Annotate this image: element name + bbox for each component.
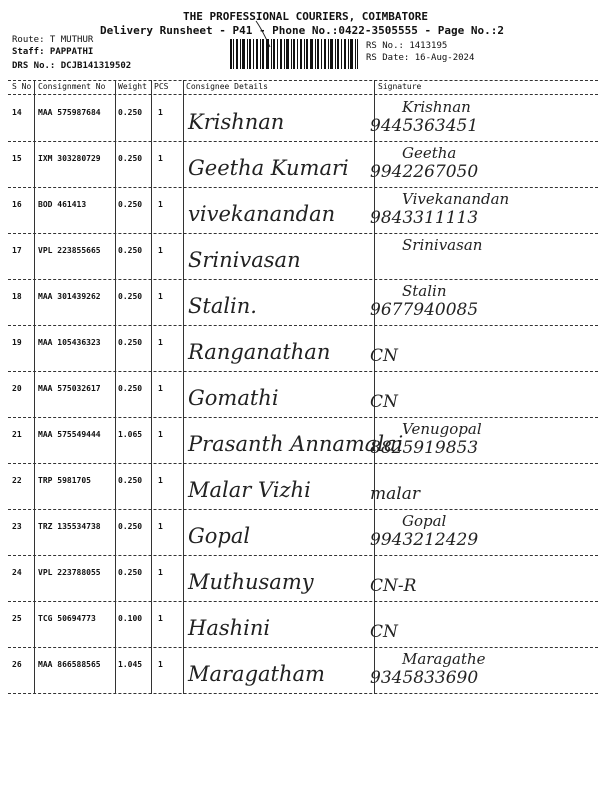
row-signature-phone: 9843311113 [370, 208, 479, 228]
row-signature-name: Geetha [402, 144, 457, 162]
row-consignment-no: BOD 461413 [38, 200, 87, 209]
table-row [0, 96, 600, 142]
row-weight: 0.250 [118, 108, 143, 117]
row-consignment-no: MAA 301439262 [38, 292, 101, 301]
row-signature-name: Srinivasan [402, 236, 483, 254]
row-signature-phone: CN [370, 346, 398, 366]
table-row [0, 556, 600, 602]
page-header [0, 0, 600, 80]
row-pcs: 1 [158, 292, 163, 301]
row-signature-phone: 9445363451 [370, 116, 479, 136]
row-sno: 22 [12, 476, 22, 485]
row-pcs: 1 [158, 522, 163, 531]
row-signature-name: Maragathe [402, 650, 486, 668]
company-name: THE PROFESSIONAL COURIERS, COIMBATORE [183, 10, 429, 23]
drs-number: DRS No.: DCJB141319502 [12, 61, 132, 71]
row-pcs: 1 [158, 246, 163, 255]
row-sno: 19 [12, 338, 22, 347]
row-consignment-no: TCG 50694773 [38, 614, 96, 623]
table-row [0, 510, 600, 556]
row-sno: 20 [12, 384, 22, 393]
row-consignment-no: MAA 575032617 [38, 384, 101, 393]
row-consignee-handwritten: Krishnan [188, 110, 285, 134]
row-consignee-handwritten: Maragatham [188, 662, 325, 686]
row-pcs: 1 [158, 568, 163, 577]
row-pcs: 1 [158, 430, 163, 439]
row-weight: 0.100 [118, 614, 143, 623]
row-consignee-handwritten: Geetha Kumari [188, 156, 349, 180]
row-pcs: 1 [158, 108, 163, 117]
row-signature-name: Venugopal [402, 420, 482, 438]
row-consignment-no: VPL 223855665 [38, 246, 101, 255]
row-signature-name: Gopal [402, 512, 447, 530]
col-header-consignee: Consignee Details [186, 82, 268, 91]
row-weight: 1.065 [118, 430, 143, 439]
row-sno: 23 [12, 522, 22, 531]
col-header-pcs: PCS [154, 82, 169, 91]
row-pcs: 1 [158, 614, 163, 623]
row-signature-phone: 9677940085 [370, 300, 479, 320]
row-sno: 21 [12, 430, 22, 439]
row-signature-phone: 9345833690 [370, 668, 479, 688]
header-rule [8, 94, 598, 95]
row-weight: 1.045 [118, 660, 143, 669]
row-sno: 14 [12, 108, 22, 117]
row-pcs: 1 [158, 338, 163, 347]
row-consignment-no: TRZ 135534738 [38, 522, 101, 531]
row-consignee-handwritten: Muthusamy [188, 570, 314, 594]
row-signature-phone: malar [370, 484, 420, 504]
staff-label: Staff: PAPPATHI [12, 47, 94, 57]
row-signature-name: Vivekanandan [402, 190, 510, 208]
row-consignee-handwritten: Prasanth Annamalai [188, 432, 404, 456]
row-sno: 18 [12, 292, 22, 301]
row-sno: 16 [12, 200, 22, 209]
row-consignment-no: IXM 303280729 [38, 154, 101, 163]
row-consignee-handwritten: Stalin. [188, 294, 257, 318]
rs-date: RS Date: 16-Aug-2024 [366, 53, 475, 63]
row-sno: 26 [12, 660, 22, 669]
row-consignment-no: MAA 575987684 [38, 108, 101, 117]
table-row [0, 372, 600, 418]
row-rule [8, 693, 598, 694]
table-row [0, 188, 600, 234]
col-header-signature: Signature [378, 82, 422, 91]
row-consignment-no: MAA 575549444 [38, 430, 101, 439]
table-row [0, 280, 600, 326]
row-signature-phone: 9943212429 [370, 530, 479, 550]
table-row [0, 464, 600, 510]
row-sno: 25 [12, 614, 22, 623]
col-header-sno: S No [12, 82, 32, 91]
row-pcs: 1 [158, 476, 163, 485]
row-weight: 0.250 [118, 338, 143, 347]
table-row [0, 234, 600, 280]
row-signature-phone: 9942267050 [370, 162, 479, 182]
barcode [230, 39, 358, 69]
table-row [0, 142, 600, 188]
row-signature-phone: CN [370, 622, 398, 642]
row-consignee-handwritten: Gomathi [188, 386, 279, 410]
row-pcs: 1 [158, 154, 163, 163]
table-row [0, 602, 600, 648]
row-sno: 15 [12, 154, 22, 163]
row-signature-name: Krishnan [402, 98, 471, 116]
row-consignment-no: MAA 105436323 [38, 338, 101, 347]
table-row [0, 648, 600, 694]
row-signature-phone: CN [370, 392, 398, 412]
row-weight: 0.250 [118, 154, 143, 163]
rs-number: RS No.: 1413195 [366, 41, 448, 51]
row-signature-phone: 8825919853 [370, 438, 479, 458]
row-sno: 24 [12, 568, 22, 577]
route-label: Route: T MUTHUR [12, 35, 94, 45]
row-consignment-no: VPL 223788055 [38, 568, 101, 577]
row-consignee-handwritten: Srinivasan [188, 248, 301, 272]
row-sno: 17 [12, 246, 22, 255]
row-pcs: 1 [158, 200, 163, 209]
row-consignee-handwritten: Gopal [188, 524, 251, 548]
row-weight: 0.250 [118, 292, 143, 301]
table-top-rule [8, 80, 598, 81]
table-row [0, 418, 600, 464]
table-row [0, 326, 600, 372]
row-signature-name: Stalin [402, 282, 447, 300]
row-signature-phone: CN-R [370, 576, 417, 596]
row-consignee-handwritten: Ranganathan [188, 340, 331, 364]
row-weight: 0.250 [118, 476, 143, 485]
row-weight: 0.250 [118, 384, 143, 393]
row-consignment-no: MAA 866588565 [38, 660, 101, 669]
row-consignee-handwritten: Malar Vizhi [188, 478, 311, 502]
row-consignee-handwritten: vivekanandan [188, 202, 336, 226]
row-weight: 0.250 [118, 200, 143, 209]
col-header-consignment: Consignment No [38, 82, 106, 91]
row-weight: 0.250 [118, 568, 143, 577]
row-weight: 0.250 [118, 246, 143, 255]
runsheet-title: Delivery Runsheet - P41 - Phone No.:0422-3505555 - Page No.:2 [100, 24, 504, 37]
row-consignment-no: TRP 5981705 [38, 476, 91, 485]
row-weight: 0.250 [118, 522, 143, 531]
col-header-weight: Weight [118, 82, 147, 91]
row-consignee-handwritten: Hashini [188, 616, 271, 640]
row-pcs: 1 [158, 660, 163, 669]
row-pcs: 1 [158, 384, 163, 393]
